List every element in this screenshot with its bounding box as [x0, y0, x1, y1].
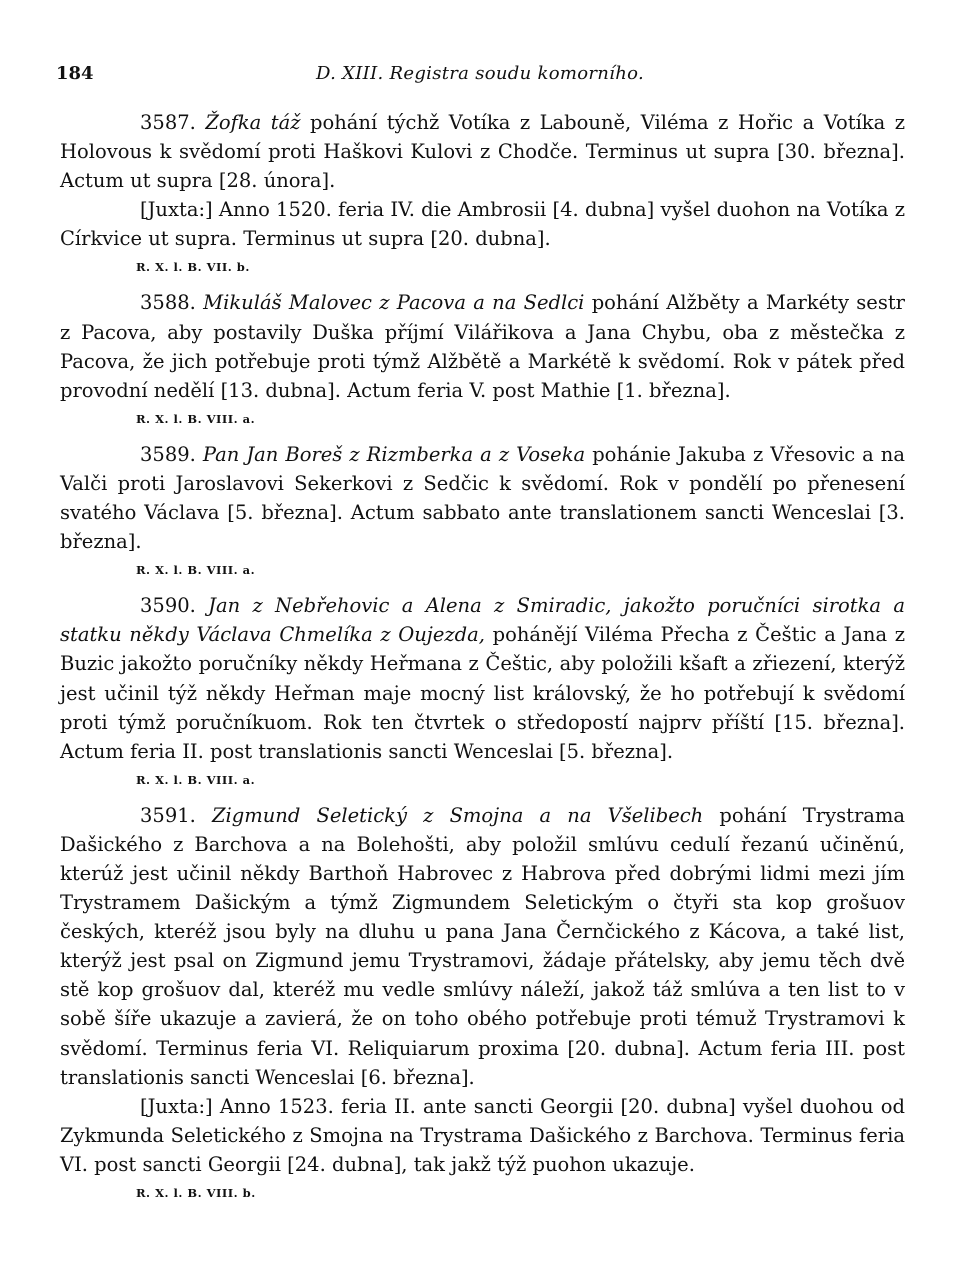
entry-3590 — [60, 591, 905, 795]
entry-number: 3588. — [140, 291, 196, 315]
entry-number: 3591. — [140, 803, 196, 827]
entry-3591 — [60, 801, 905, 1208]
document-body — [60, 108, 905, 1214]
page-number: 184 — [56, 63, 94, 84]
archival-signature: R. X. l. B. VIII. a. — [136, 563, 256, 578]
entry-text: pohání Trystrama Dašického z Barchova a na Bolehošti, aby položil smlúvu cedulí řezanú učiněnú, kterúž jest učinil někdy Barthoň Habrovec z Habrova před dobrými lidmi mezi jím Trystramem Dašickým a týmž Zigmundem Seletickým o čtyři sta kop grošuov českých, kteréž jsou byly na dluhu u pana Jana Černčického z Kácova, a také list, kterýž jest psal on Zigmund jemu Trystramovi, žádaje přátelsky, aby jemu těch dvě stě kop grošuov dal, kteréž mu vedle smlúvy náleží, jakož táž smlúva a ten list to v sobě šíře ukazuje a zavierá, že on toho obého potřebuje proti témuž Trystramovi k svědomí. Terminus feria VI. Reliquiarum proxima [20. dubna]. Actum feria III. post translationis sancti Wenceslai [6. března]. — [60, 803, 906, 1089]
entry-paragraph — [60, 801, 905, 1092]
juxta-paragraph: [Juxta:] Anno 1523. feria II. ante sancti Georgii [20. dubna] vyšel duohou od Zykmunda Seletického z Smojna na Trystrama Dašického z Barchova. Terminus feria VI. post sancti Georgii [24. dubna], tak jakž týž puohon ukazuje. — [60, 1094, 905, 1176]
entry-party: Zigmund Seletický z Smojna a na Všelibech — [211, 803, 704, 827]
entry-party: Mikuláš Malovec z Pacova a na Sedlci — [203, 291, 585, 315]
entry-text: pohánějí Viléma Přecha z Češtic a Jana z Buzic jakožto poručníky někdy Heřmana z Češtic, aby položili kšaft a zřiezení, kterýž jest učinil týž někdy Heřman maje mocný list královský, že ho potřebují k svědomí proti týmž poručníkuom. Rok ten čtvrtek o středopostí najprv příští [15. března]. Actum feria II. post translationis sancti Wenceslai [5. března]. — [60, 623, 906, 763]
entry-paragraph — [60, 288, 905, 404]
entry-text: pohánie Jakuba z Vřesovic a na Valči proti Jaroslavovi Sekerkovi z Sedčic k svědomí. Rok v pondělí po přenesení svatého Václava [5. března]. Actum sabbato ante translationem sancti Wenceslai [3. března]. — [60, 442, 905, 554]
entry-number: 3589. — [140, 442, 196, 466]
archival-signature: R. X. l. B. VIII. a. — [136, 772, 256, 787]
archival-signature: R. X. l. B. VIII. a. — [136, 411, 256, 426]
entry-paragraph — [60, 108, 905, 195]
entry-paragraph — [60, 591, 905, 766]
entry-3588 — [60, 288, 905, 433]
entry-party: Jan z Nebřehovic a Alena z Smiradic, jakožto poručníci sirotka a statku někdy Václava Chmelíka z Oujezda, — [60, 594, 905, 647]
entry-3587 — [60, 108, 905, 282]
running-title: D. XIII. Registra soudu komorního. — [316, 63, 644, 84]
entry-number: 3587. — [140, 111, 196, 134]
archival-signature: R. X. l. B. VIII. b. — [136, 1186, 256, 1200]
juxta-paragraph: [Juxta:] Anno 1520. feria IV. die Ambrosii [4. dubna] vyšel duohon na Votíka z Církvice ut supra. Terminus ut supra [20. dubna]. — [60, 198, 905, 251]
running-head — [56, 56, 904, 92]
archival-signature: R. X. l. B. VII. b. — [136, 260, 250, 275]
entry-party: Pan Jan Boreš z Rizmberka a z Voseka — [202, 442, 586, 466]
entry-number: 3590. — [140, 594, 196, 618]
entry-paragraph — [60, 440, 905, 556]
entry-3589 — [60, 440, 905, 585]
entry-party: Žofka táž — [205, 111, 301, 134]
entry-text: pohání týchž Votíka z Labouně, Viléma z Hořic a Votíka z Holovous k svědomí proti Haškovi Kulovi z Chodče. Terminus ut supra [30. března]. Actum ut supra [28. února]. — [60, 111, 906, 193]
entry-text: pohání Alžběty a Markéty sestr z Pacova, aby postavily Duška příjmí Vilářikova a Jana Chybu, oba z městečka z Pacova, že jich potřebuje proti týmž Alžbětě a Markétě k svědomí. Rok v pátek před provodní nedělí [13. dubna]. Actum feria V. post Mathie [1. března]. — [60, 291, 905, 402]
